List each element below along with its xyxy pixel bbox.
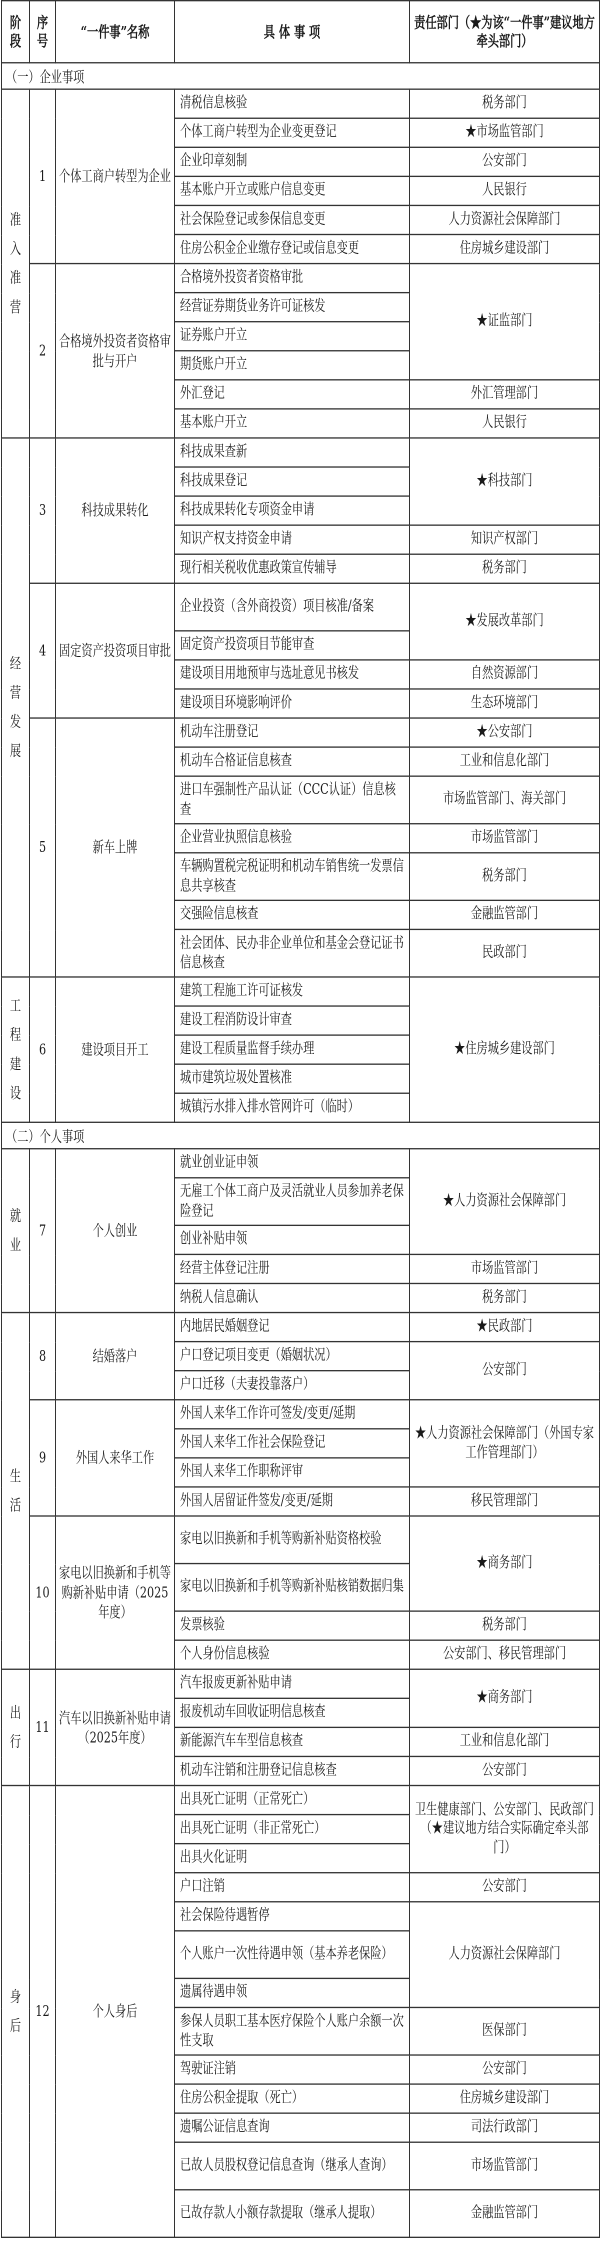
specific-item: 户口登记项目变更（婚姻状况）	[175, 1342, 410, 1371]
specific-item: 内地居民婚姻登记	[175, 1313, 410, 1342]
responsible-dept: 税务部门	[410, 89, 600, 118]
one-thing-name: 结婚落户	[56, 1313, 175, 1400]
specific-item: 建设项目环境影响评价	[175, 689, 410, 718]
header-item: 具 体 事 项	[175, 1, 410, 63]
specific-item: 外国人来华工作职称评审	[175, 1458, 410, 1487]
specific-item: 已故存款人小额存款提取（继承人提取）	[175, 2190, 410, 2238]
responsible-dept: ★商务部门	[410, 1669, 600, 1727]
serial-number: 10	[30, 1516, 56, 1669]
responsible-dept: 市场监管部门	[410, 2142, 600, 2190]
specific-item: 基本账户开立或账户信息变更	[175, 176, 410, 205]
serial-number: 5	[30, 718, 56, 977]
responsible-dept: 公安部门	[410, 1756, 600, 1785]
section-title: （一）企业事项	[2, 63, 600, 89]
serial-number: 6	[30, 977, 56, 1122]
stage-cell	[2, 1786, 30, 2238]
table-row	[2, 264, 600, 293]
specific-item: 遗属待遇申领	[175, 1978, 410, 2007]
responsible-dept: 金融监管部门	[410, 2190, 600, 2238]
table-row	[2, 1786, 600, 1815]
serial-number: 11	[30, 1669, 56, 1785]
specific-item: 科技成果查新	[175, 438, 410, 467]
responsible-dept: 公安部门、移民管理部门	[410, 1640, 600, 1669]
responsible-dept: 住房城乡建设部门	[410, 2084, 600, 2113]
specific-item: 外汇登记	[175, 380, 410, 409]
table-body	[2, 63, 600, 2238]
responsible-dept: 司法行政部门	[410, 2113, 600, 2142]
specific-item: 科技成果登记	[175, 467, 410, 496]
one-thing-name: 固定资产投资项目审批	[56, 583, 175, 718]
specific-item: 进口车强制性产品认证（CCC认证）信息核查	[175, 776, 410, 824]
specific-item: 户口迁移（夫妻投靠落户）	[175, 1371, 410, 1400]
table-row	[2, 583, 600, 631]
responsible-dept: 税务部门	[410, 1611, 600, 1640]
specific-item: 就业创业证申领	[175, 1149, 410, 1178]
responsible-dept: 移民管理部门	[410, 1487, 600, 1516]
responsible-dept: 工业和信息化部门	[410, 1727, 600, 1756]
one-thing-name: 个体工商户转型为企业	[56, 89, 175, 263]
one-thing-name: 个人身后	[56, 1786, 175, 2238]
responsible-dept: 市场监管部门	[410, 1254, 600, 1283]
stage-label: 生活	[9, 1467, 22, 1514]
header-stage: 阶段	[2, 1, 30, 63]
responsible-dept: ★证监部门	[410, 264, 600, 380]
stage-label: 出行	[9, 1703, 22, 1750]
specific-item: 知识产权支持资金申请	[175, 525, 410, 554]
stage-cell	[2, 1313, 30, 1670]
specific-item: 建设项目用地预审与选址意见书核发	[175, 660, 410, 689]
stage-label: 准入准营	[9, 210, 22, 316]
responsible-dept: 公安部门	[410, 1873, 600, 1902]
specific-item: 户口注销	[175, 1873, 410, 1902]
one-thing-table	[1, 0, 600, 2238]
specific-item: 机动车注销和注册登记信息核查	[175, 1756, 410, 1785]
specific-item: 新能源汽车车型信息核查	[175, 1727, 410, 1756]
header-no: 序号	[30, 1, 56, 63]
specific-item: 报废机动车回收证明信息核查	[175, 1698, 410, 1727]
specific-item: 家电以旧换新和手机等购新补贴资格校验	[175, 1516, 410, 1564]
specific-item: 个体工商户转型为企业变更登记	[175, 118, 410, 147]
specific-item: 城市建筑垃圾处置核准	[175, 1064, 410, 1093]
table-header-row	[2, 1, 600, 63]
specific-item: 驾驶证注销	[175, 2055, 410, 2084]
specific-item: 基本账户开立	[175, 409, 410, 438]
specific-item: 个人身份信息核验	[175, 1640, 410, 1669]
one-thing-name: 新车上牌	[56, 718, 175, 977]
stage-label: 经营发展	[9, 654, 22, 759]
one-thing-name: 合格境外投资者资格审批与开户	[56, 264, 175, 438]
stage-cell	[2, 438, 30, 977]
responsible-dept: ★公安部门	[410, 718, 600, 747]
specific-item: 创业补贴申领	[175, 1225, 410, 1254]
specific-item: 建筑工程施工许可证核发	[175, 977, 410, 1006]
serial-number: 3	[30, 438, 56, 583]
specific-item: 企业印章刻制	[175, 147, 410, 176]
responsible-dept: ★市场监管部门	[410, 118, 600, 147]
header-dept: 责任部门（★为该“一件事”建议地方牵头部门）	[410, 1, 600, 63]
specific-item: 科技成果转化专项资金申请	[175, 496, 410, 525]
serial-number: 8	[30, 1313, 56, 1400]
table-row	[2, 1149, 600, 1178]
specific-item: 期货账户开立	[175, 351, 410, 380]
specific-item: 机动车合格证信息核查	[175, 747, 410, 776]
specific-item: 建设工程质量监督手续办理	[175, 1035, 410, 1064]
specific-item: 个人账户一次性待遇申领（基本养老保险）	[175, 1931, 410, 1979]
table-row	[2, 1669, 600, 1698]
responsible-dept: 工业和信息化部门	[410, 747, 600, 776]
responsible-dept: 税务部门	[410, 853, 600, 901]
stage-cell	[2, 1149, 30, 1313]
one-thing-name: 汽车以旧换新补贴申请（2025年度）	[56, 1669, 175, 1785]
stage-cell	[2, 89, 30, 438]
specific-item: 建设工程消防设计审查	[175, 1006, 410, 1035]
responsible-dept: 医保部门	[410, 2007, 600, 2055]
responsible-dept: 住房城乡建设部门	[410, 235, 600, 264]
specific-item: 住房公积金企业缴存登记或信息变更	[175, 235, 410, 264]
responsible-dept: 金融监管部门	[410, 900, 600, 929]
responsible-dept: 税务部门	[410, 554, 600, 583]
responsible-dept: 市场监管部门、海关部门	[410, 776, 600, 824]
specific-item: 家电以旧换新和手机等购新补贴核销数据归集	[175, 1564, 410, 1612]
specific-item: 清税信息核验	[175, 89, 410, 118]
specific-item: 现行相关税收优惠政策宣传辅导	[175, 554, 410, 583]
serial-number: 4	[30, 583, 56, 718]
specific-item: 出具死亡证明（正常死亡）	[175, 1786, 410, 1815]
specific-item: 纳税人信息确认	[175, 1283, 410, 1312]
section-header-row	[2, 63, 600, 89]
responsible-dept: 人力资源社会保障部门	[410, 1902, 600, 2008]
specific-item: 经营证券期货业务许可证核发	[175, 293, 410, 322]
stage-label: 身后	[9, 1987, 22, 2034]
header-name: “一件事”名称	[56, 1, 175, 63]
specific-item: 机动车注册登记	[175, 718, 410, 747]
table-row	[2, 1516, 600, 1564]
responsible-dept: 人力资源社会保障部门	[410, 205, 600, 234]
responsible-dept: 知识产权部门	[410, 525, 600, 554]
table-row	[2, 1313, 600, 1342]
table-row	[2, 438, 600, 467]
specific-item: 交强险信息核查	[175, 900, 410, 929]
specific-item: 无雇工个体工商户及灵活就业人员参加养老保险登记	[175, 1178, 410, 1226]
specific-item: 城镇污水排入排水管网许可（临时）	[175, 1093, 410, 1122]
responsible-dept: 税务部门	[410, 1283, 600, 1312]
specific-item: 固定资产投资项目节能审查	[175, 631, 410, 660]
table-row	[2, 977, 600, 1006]
specific-item: 出具死亡证明（非正常死亡）	[175, 1815, 410, 1844]
responsible-dept: ★人力资源社会保障部门（外国专家工作管理部门）	[410, 1400, 600, 1487]
responsible-dept: ★发展改革部门	[410, 583, 600, 660]
specific-item: 出具火化证明	[175, 1844, 410, 1873]
specific-item: 证券账户开立	[175, 322, 410, 351]
responsible-dept: 市场监管部门	[410, 824, 600, 853]
specific-item: 合格境外投资者资格审批	[175, 264, 410, 293]
specific-item: 遗嘱公证信息查询	[175, 2113, 410, 2142]
stage-cell	[2, 1669, 30, 1785]
responsible-dept: 卫生健康部门、公安部门、民政部门（★建议地方结合实际确定牵头部门）	[410, 1786, 600, 1873]
specific-item: 社会团体、民办非企业单位和基金会登记证书信息核查	[175, 929, 410, 977]
table-row	[2, 718, 600, 747]
specific-item: 企业营业执照信息核验	[175, 824, 410, 853]
specific-item: 外国人居留证件签发/变更/延期	[175, 1487, 410, 1516]
responsible-dept: ★商务部门	[410, 1516, 600, 1611]
specific-item: 企业投资（含外商投资）项目核准/备案	[175, 583, 410, 631]
responsible-dept: 人民银行	[410, 409, 600, 438]
one-thing-name: 建设项目开工	[56, 977, 175, 1122]
stage-label: 就业	[9, 1206, 22, 1254]
specific-item: 社会保险登记或参保信息变更	[175, 205, 410, 234]
specific-item: 外国人来华工作社会保险登记	[175, 1429, 410, 1458]
section-title: （二）个人事项	[2, 1122, 600, 1148]
responsible-dept: 公安部门	[410, 147, 600, 176]
specific-item: 发票核验	[175, 1611, 410, 1640]
stage-cell	[2, 977, 30, 1122]
specific-item: 外国人来华工作许可签发/变更/延期	[175, 1400, 410, 1429]
one-thing-name: 外国人来华工作	[56, 1400, 175, 1516]
responsible-dept: ★人力资源社会保障部门	[410, 1149, 600, 1255]
specific-item: 参保人员职工基本医疗保险个人账户余额一次性支取	[175, 2007, 410, 2055]
serial-number: 1	[30, 89, 56, 263]
document-page	[1, 0, 599, 2238]
table-row	[2, 89, 600, 118]
responsible-dept: 生态环境部门	[410, 689, 600, 718]
one-thing-name: 个人创业	[56, 1149, 175, 1313]
responsible-dept: 自然资源部门	[410, 660, 600, 689]
one-thing-name: 科技成果转化	[56, 438, 175, 583]
responsible-dept: 公安部门	[410, 1342, 600, 1400]
specific-item: 经营主体登记注册	[175, 1254, 410, 1283]
specific-item: 社会保险待遇暂停	[175, 1902, 410, 1931]
serial-number: 9	[30, 1400, 56, 1516]
serial-number: 12	[30, 1786, 56, 2238]
responsible-dept: 人民银行	[410, 176, 600, 205]
specific-item: 住房公积金提取（死亡）	[175, 2084, 410, 2113]
serial-number: 2	[30, 264, 56, 438]
specific-item: 车辆购置税完税证明和机动车销售统一发票信息共享核查	[175, 853, 410, 901]
responsible-dept: 外汇管理部门	[410, 380, 600, 409]
table-row	[2, 1400, 600, 1429]
responsible-dept: ★民政部门	[410, 1313, 600, 1342]
one-thing-name: 家电以旧换新和手机等购新补贴申请（2025年度）	[56, 1516, 175, 1669]
responsible-dept: ★科技部门	[410, 438, 600, 525]
stage-label: 工程建设	[9, 996, 22, 1102]
section-header-row	[2, 1122, 600, 1148]
responsible-dept: 民政部门	[410, 929, 600, 977]
responsible-dept: ★住房城乡建设部门	[410, 977, 600, 1122]
specific-item: 已故人员股权登记信息查询（继承人查询）	[175, 2142, 410, 2190]
serial-number: 7	[30, 1149, 56, 1313]
responsible-dept: 公安部门	[410, 2055, 600, 2084]
specific-item: 汽车报废更新补贴申请	[175, 1669, 410, 1698]
